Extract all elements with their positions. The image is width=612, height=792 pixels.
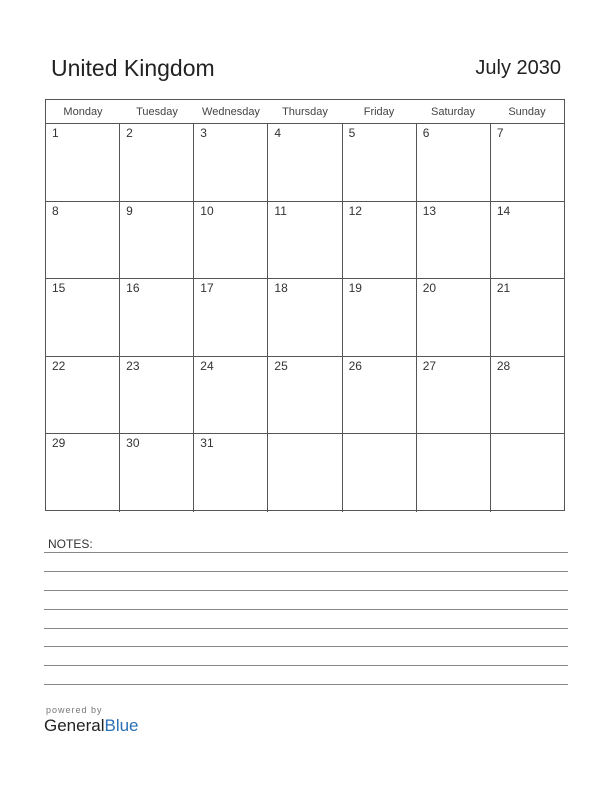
week-row-2 [46,202,564,280]
note-line [44,571,568,572]
weekday-friday: Friday [363,106,395,118]
day-cell: 29 [46,434,120,512]
note-line [44,609,568,610]
day-cell: 7 [496,126,504,140]
weekday-header-row [46,100,564,124]
weekday-sunday: Sunday [508,106,546,118]
note-line [44,684,568,685]
day-cell: 11 [268,202,342,279]
day-cell: 9 [120,202,194,279]
day-cell: 15 [46,279,120,356]
day-cell: 27 [417,357,491,434]
day-cell: 28 [496,358,511,373]
calendar-grid [45,99,565,511]
weekday-thursday: Thursday [282,106,328,118]
note-line [44,552,568,553]
note-line [44,590,568,591]
day-cell: 21 [496,281,511,296]
day-cell: 20 [417,279,491,356]
weekday-wednesday: Wednesday [202,106,260,118]
day-cell: 24 [194,357,268,434]
note-line [44,665,568,666]
day-cell: 13 [417,202,491,279]
day-cell: 19 [343,279,417,356]
day-cell: 1 [46,124,120,201]
week-row-1 [46,124,564,202]
country-title: United Kingdom [51,55,215,81]
day-cell [491,434,564,512]
weekday-saturday: Saturday [430,106,476,118]
day-cell: 10 [194,202,268,279]
day-cell [417,434,491,512]
note-line [44,628,568,629]
weekday-monday: Monday [63,106,103,118]
day-cell: 2 [120,124,194,201]
month-title: July 2030 [475,57,561,79]
notes-label: NOTES: [48,537,93,551]
week-row-3 [46,279,564,357]
day-cell [343,434,417,512]
day-cell: 12 [343,202,417,279]
day-cell: 4 [268,124,342,201]
powered-by-text: powered by [46,705,103,715]
weekday-tuesday: Tuesday [136,106,178,118]
day-cell: 3 [194,124,268,201]
day-cell: 8 [46,202,120,279]
week-row-5 [46,434,564,512]
brand-blue: Blue [104,716,139,735]
day-cell: 26 [343,357,417,434]
day-cell: 23 [120,357,194,434]
week-row-4 [46,357,564,435]
day-cell [268,434,342,512]
day-cell: 6 [417,124,491,201]
day-cell: 16 [120,279,194,356]
brand-general: General [44,716,105,735]
generalblue-logo [44,716,139,736]
day-cell: 22 [46,357,120,434]
day-cell: 17 [194,279,268,356]
day-cell: 25 [268,357,342,434]
day-cell: 14 [496,203,511,218]
note-line [44,646,568,647]
day-cell: 18 [268,279,342,356]
day-cell: 31 [194,434,268,512]
day-cell: 5 [343,124,417,201]
day-cell: 30 [120,434,194,512]
